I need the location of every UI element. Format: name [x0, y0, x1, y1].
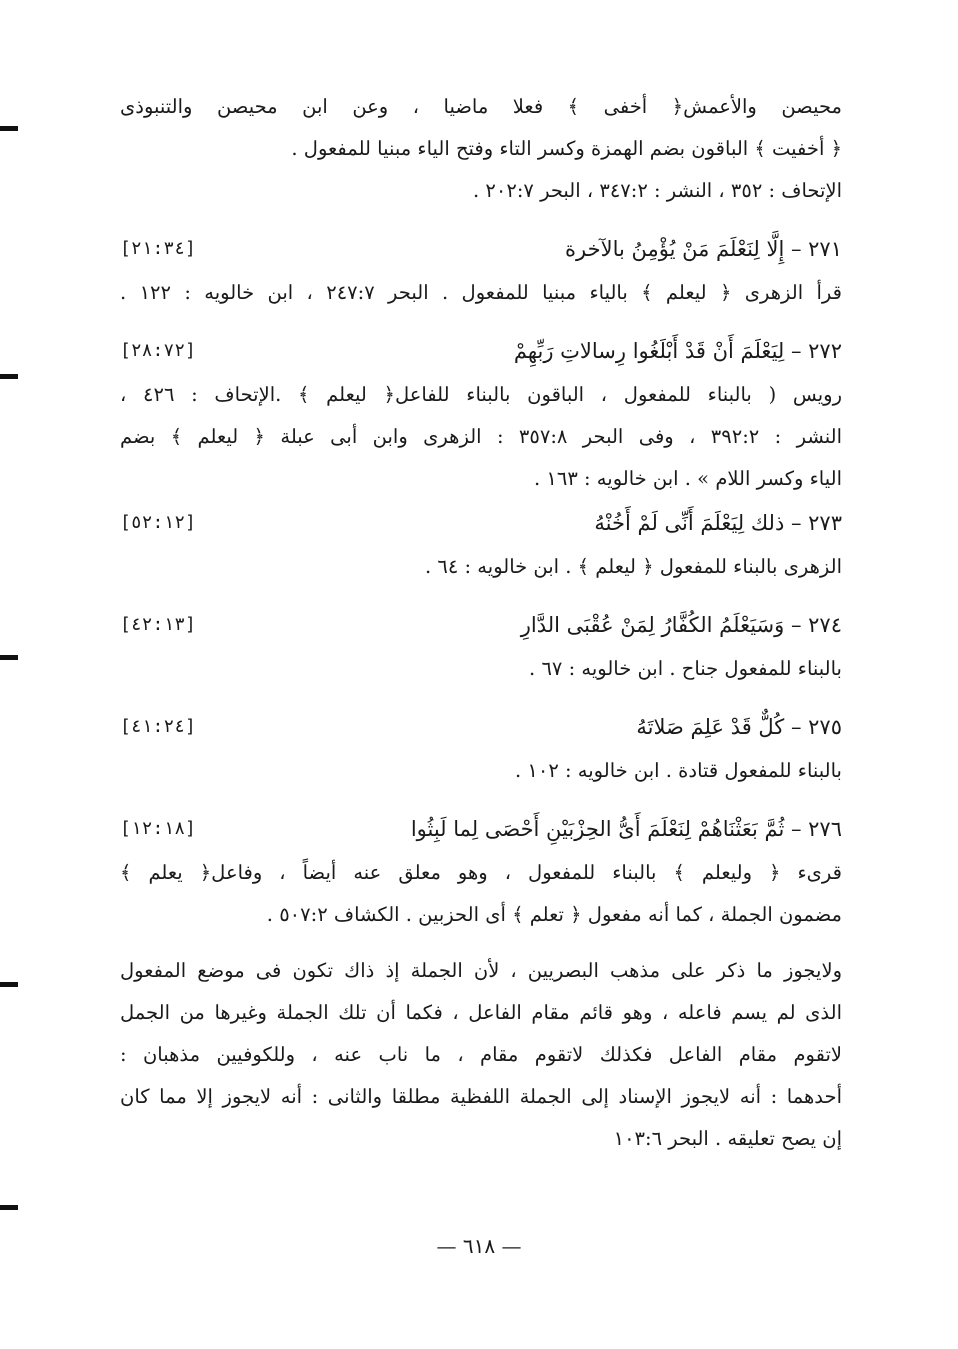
entry-274: [120, 602, 842, 690]
verse-text: ٢٧٦ – ثُمَّ بَعَثْنَاهُمْ لِنَعْلَمَ أَىُّ الحِزْبَيْنِ أَحْصَى لِما لَبِثُوا: [410, 817, 842, 841]
commentary-line: قرأ الزهرى ﴿ ليعلم ﴾ بالياء مبنيا للمفعول . البحر ٢٤٧:٧ ، ابن خالويه : ١٢٢ .: [120, 281, 842, 304]
verse-reference: [٤٢:١٣]: [120, 614, 196, 635]
commentary-line: بالبناء للمفعول قتادة . ابن خالويه : ١٠٢ .: [515, 759, 842, 782]
verse-text: ٢٧٥ – كُلٌّ قَدْ عَلِمَ صَلاتَهُ: [636, 715, 842, 739]
page-number: — ٦١٨ —: [436, 1234, 522, 1258]
verse-text: ٢٧٢ – لِيَعْلَمَ أَنْ قَدْ أَبْلَغُوا رِسالاتِ رَبِّهِمْ: [513, 339, 842, 363]
commentary-line: الزهرى بالبناء للمفعول ﴿ ليعلم ﴾ . ابن خالويه : ٦٤ .: [424, 555, 842, 578]
entry-273: [120, 500, 842, 588]
commentary-line: الياء وكسر اللام » . ابن خالويه : ١٦٣ .: [534, 467, 842, 490]
margin-mark: [0, 655, 18, 660]
text-line: ولايجوز ما ذكر على مذهب البصريين ، لأن الجملة إذ ذاك تكون فى موضع المفعول: [120, 959, 842, 982]
verse-text: ٢٧٤ – وَسَيَعْلَمُ الكُفَّارُ لِمَنْ عُقْبَى الدَّارِ: [520, 613, 842, 637]
verse-reference: [٥٢:١٢]: [120, 512, 196, 533]
top-block: [120, 86, 842, 212]
commentary-line: النشر : ٣٩٢:٢ ، وفى البحر ٣٥٧:٨ : الزهرى وابن أبى عبلة ﴿ ليعلم ﴾ بضم: [120, 425, 842, 448]
margin-mark: [0, 982, 18, 987]
text-line: الإتحاف : ٣٥٢ ، النشر : ٣٤٧:٢ ، البحر ٢٠٢:٧ .: [473, 179, 842, 202]
margin-mark: [0, 126, 18, 131]
text-line: إن يصح تعليقه . البحر ١٠٣:٦: [613, 1127, 842, 1150]
verse-reference: [٢١:٣٤]: [120, 238, 196, 259]
page-body: [120, 86, 842, 1160]
text-line: ﴿ أخفيت ﴾ الباقون بضم الهمزة وكسر التاء وفتح الياء مبنيا للمفعول .: [291, 137, 842, 160]
entry-276: [120, 806, 842, 936]
commentary-line: مضمون الجملة ، كما أنه مفعول ﴿ تعلم ﴾ أى الحزبين . الكشاف ٥٠٧:٢ .: [266, 903, 842, 926]
entry-271: [120, 226, 842, 314]
commentary-line: بالبناء للمفعول جناح . ابن خالويه : ٦٧ .: [529, 657, 842, 680]
commentary-line: رويس ( بالبناء للمفعول ، الباقون بالبناء للفاعل﴿ ليعلم ﴾ .الإتحاف : ٤٢٦ ،: [120, 383, 842, 406]
entry-272: [120, 328, 842, 500]
text-line: أحدهما : أنه لايجوز الإسناد إلى الجملة اللفظية مطلقا والثانى : أنه لايجوز إلا مما كان: [120, 1085, 842, 1108]
commentary-line: قرىء ﴿ وليعلم ﴾ بالبناء للمفعول ، وهو معلق عنه أيضاً ، وفاعل﴿ يعلم ﴾: [120, 861, 842, 884]
text-line: الذى لم يسم فاعله ، وهو قائم مقام الفاعل ، فكما أن تلك الجملة وغيرها من الجمل: [120, 1001, 842, 1024]
closing-paragraph: [120, 950, 842, 1160]
text-line: محيصن والأعمش﴿ أخفى ﴾ فعلا ماضيا ، وعن ابن محيصن والتنبوذى: [120, 95, 842, 118]
verse-reference: [٢٨:٧٢]: [120, 340, 196, 361]
margin-mark: [0, 374, 18, 379]
verse-text: ٢٧١ – إِلَّا لِنَعْلَمَ مَنْ يُؤْمِنُ بالآخرة: [565, 237, 842, 261]
verse-text: ٢٧٣ – ذلك لِيَعْلَمَ أَنِّى لَمْ أَخُنْهُ: [594, 511, 842, 535]
verse-reference: [٤١:٢٤]: [120, 716, 196, 737]
margin-mark: [0, 1205, 18, 1210]
verse-reference: [١٢:١٨]: [120, 818, 196, 839]
entry-275: [120, 704, 842, 792]
text-line: لاتقوم مقام الفاعل فكذلك لاتقوم مقام ، ما ناب عنه ، وللكوفيين مذهبان :: [120, 1043, 842, 1066]
